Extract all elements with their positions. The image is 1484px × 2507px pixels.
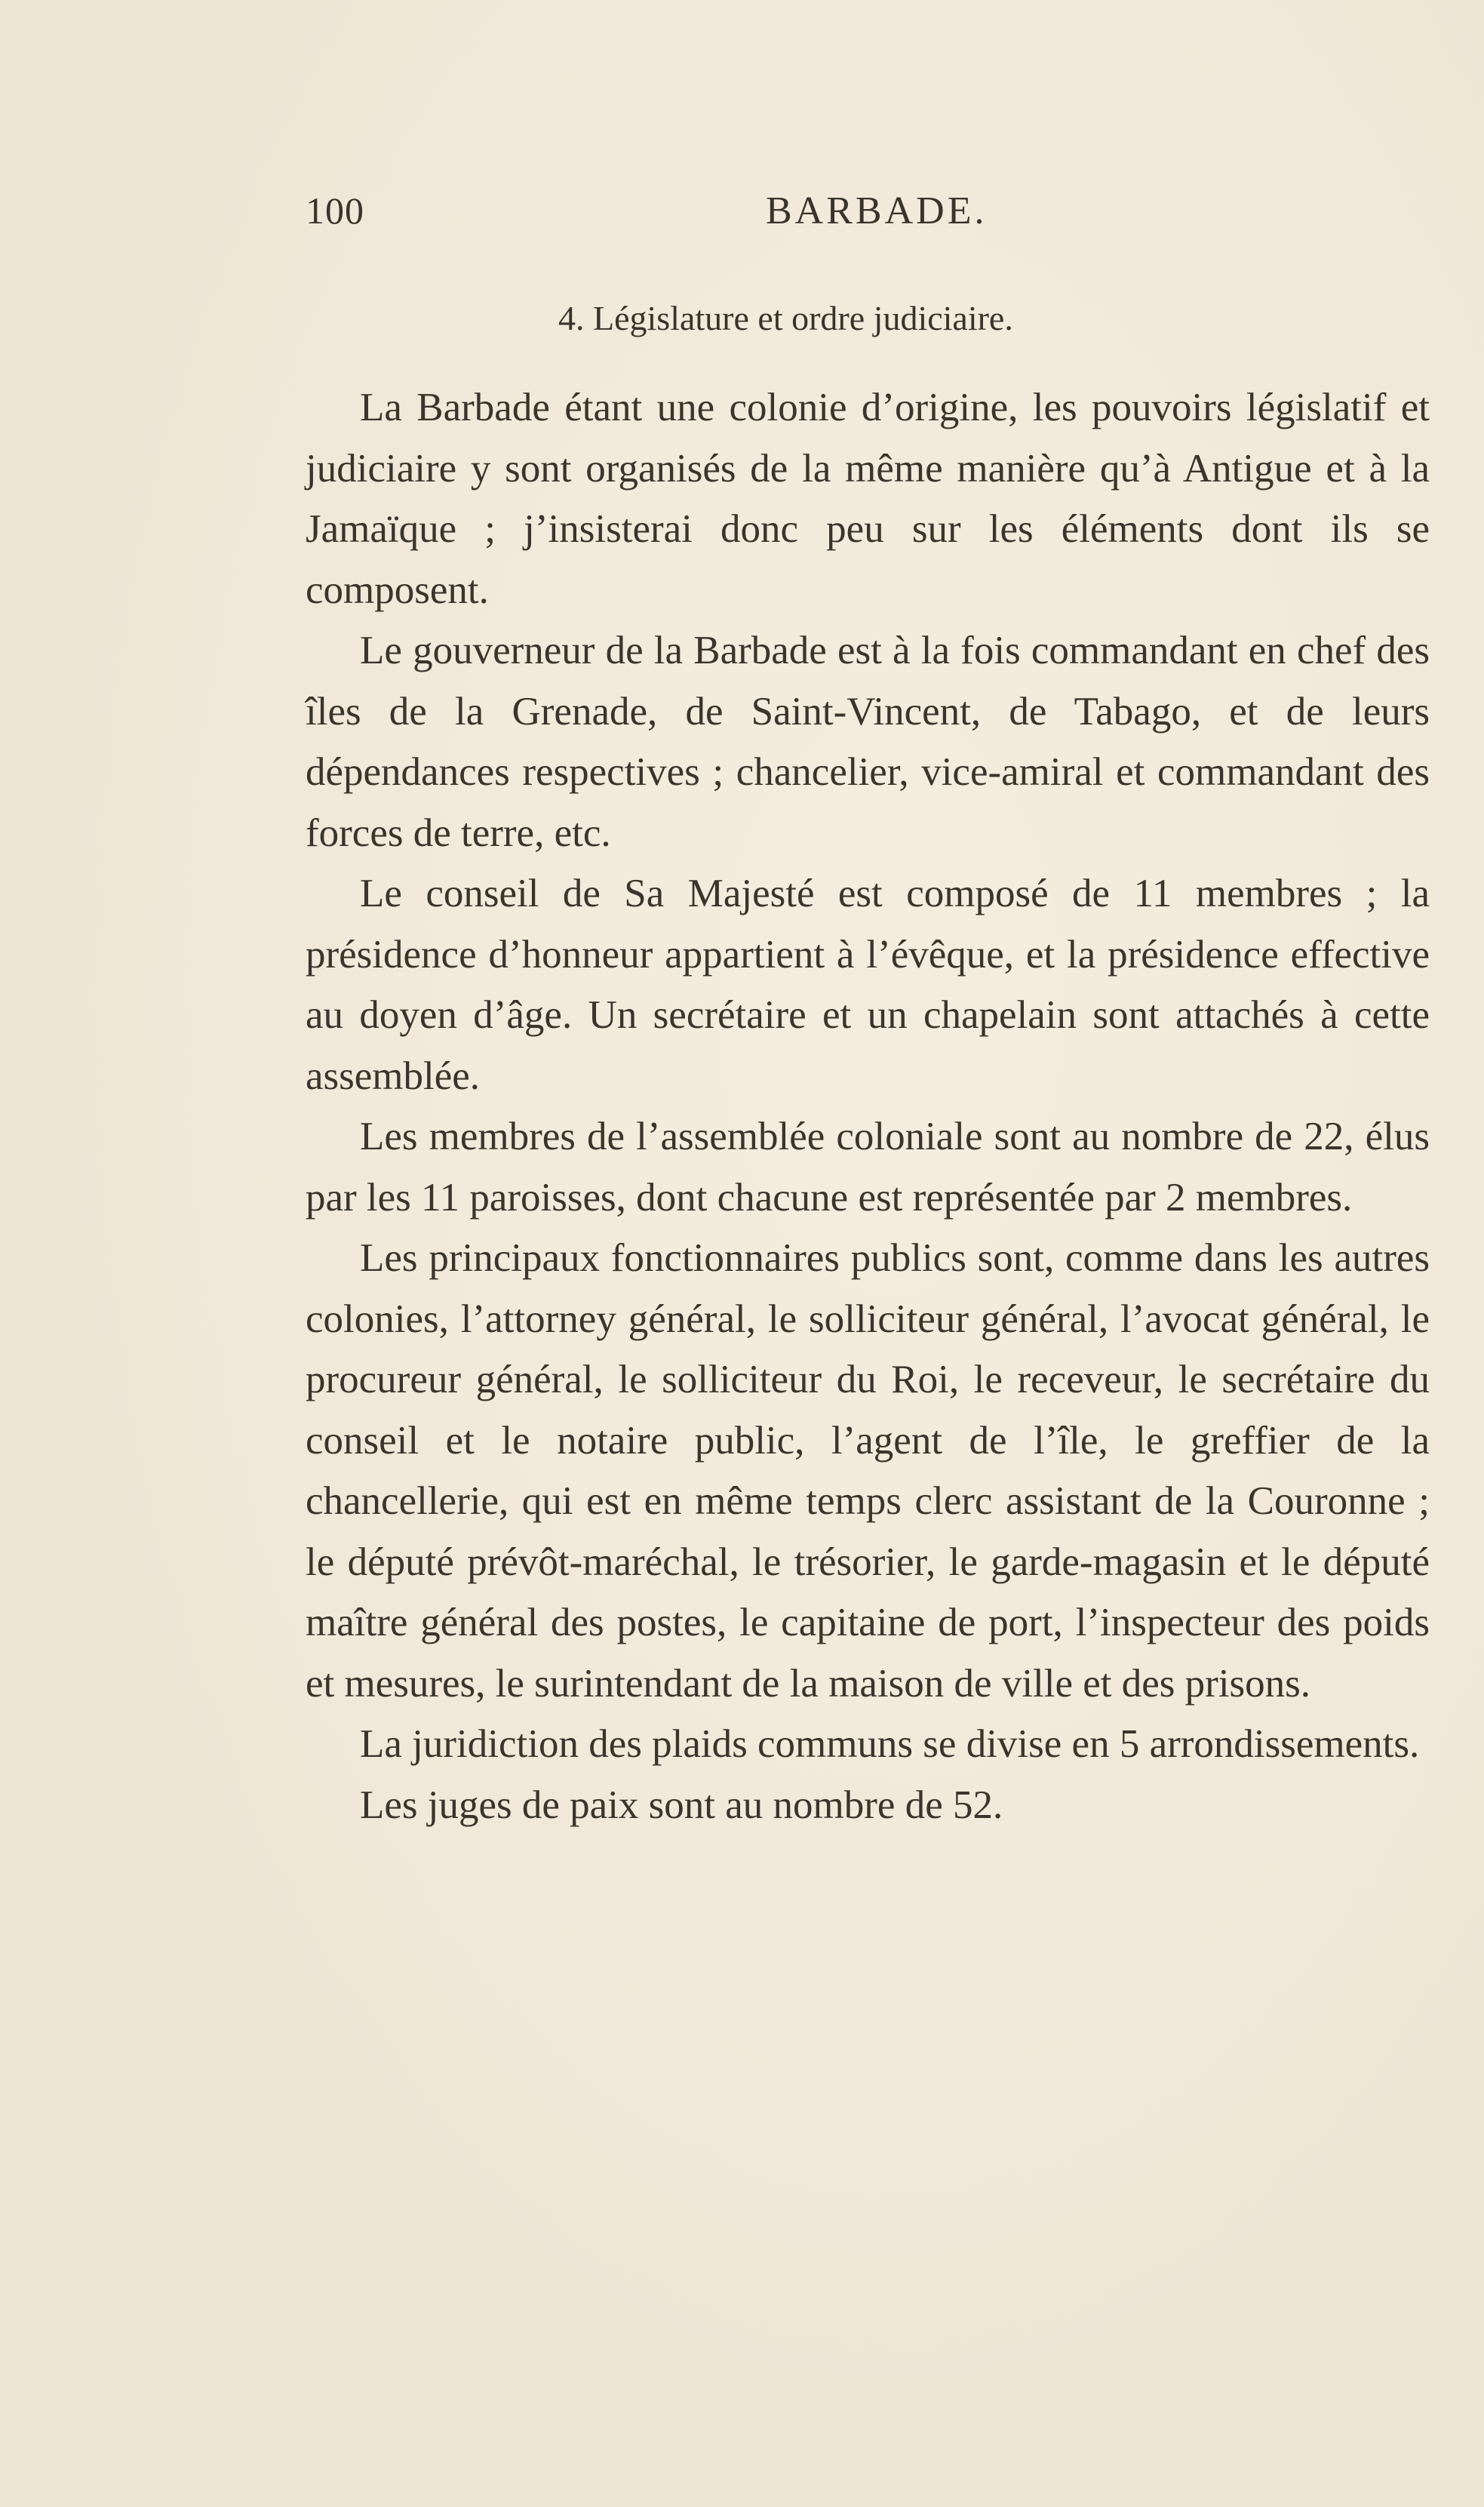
running-title: BARBADE.	[766, 189, 988, 232]
paragraph: La Barbade étant une colonie d’origine, les pouvoirs législatif et judiciaire y sont organisés de la même manière qu’à Antigue et à la Jamaïque ; j’insisterai donc peu sur les éléments dont ils se composent.	[306, 386, 1430, 612]
paragraph: Les membres de l’assemblée coloniale sont au nombre de 22, élus par les 11 paroisses, dont chacune est représentée par 2 membres.	[306, 1115, 1430, 1220]
page-number: 100	[306, 189, 364, 232]
body-text	[306, 377, 1430, 1835]
paragraph: Le conseil de Sa Majesté est composé de 11 membres ; la présidence d’honneur appartient à l’évêque, et la présidence effective au doyen d’âge. Un secrétaire et un chapelain sont attachés à cette assemblée.	[306, 872, 1430, 1098]
paragraph: Les principaux fonctionnaires publics sont, comme dans les autres colonies, l’attorney général, le solliciteur général, l’avocat général, le procureur général, le solliciteur du Roi, le receveur, le secrétaire du conseil et le notaire public, l’agent de l’île, le greffier de la chancellerie, qui est en même temps clerc assistant de la Couronne ; le député prévôt-maréchal, le trésorier, le garde-magasin et le député maître général des postes, le capitaine de port, l’inspecteur des poids et mesures, le surintendant de la maison de ville et des prisons.	[306, 1236, 1430, 1706]
paragraph: La juridiction des plaids communs se divise en 5 arrondissements.	[360, 1722, 1420, 1766]
running-head	[306, 189, 1430, 241]
paragraph: Les juges de paix sont au nombre de 52.	[360, 1783, 1003, 1827]
paragraph: Le gouverneur de la Barbade est à la fois commandant en chef des îles de la Grenade, de Saint-Vincent, de Tabago, et de leurs dépendances respectives ; chancelier, vice-amiral et commandant des forces de terre, etc.	[306, 629, 1430, 855]
section-heading: 4. Législature et ordre judiciaire.	[558, 299, 1013, 337]
